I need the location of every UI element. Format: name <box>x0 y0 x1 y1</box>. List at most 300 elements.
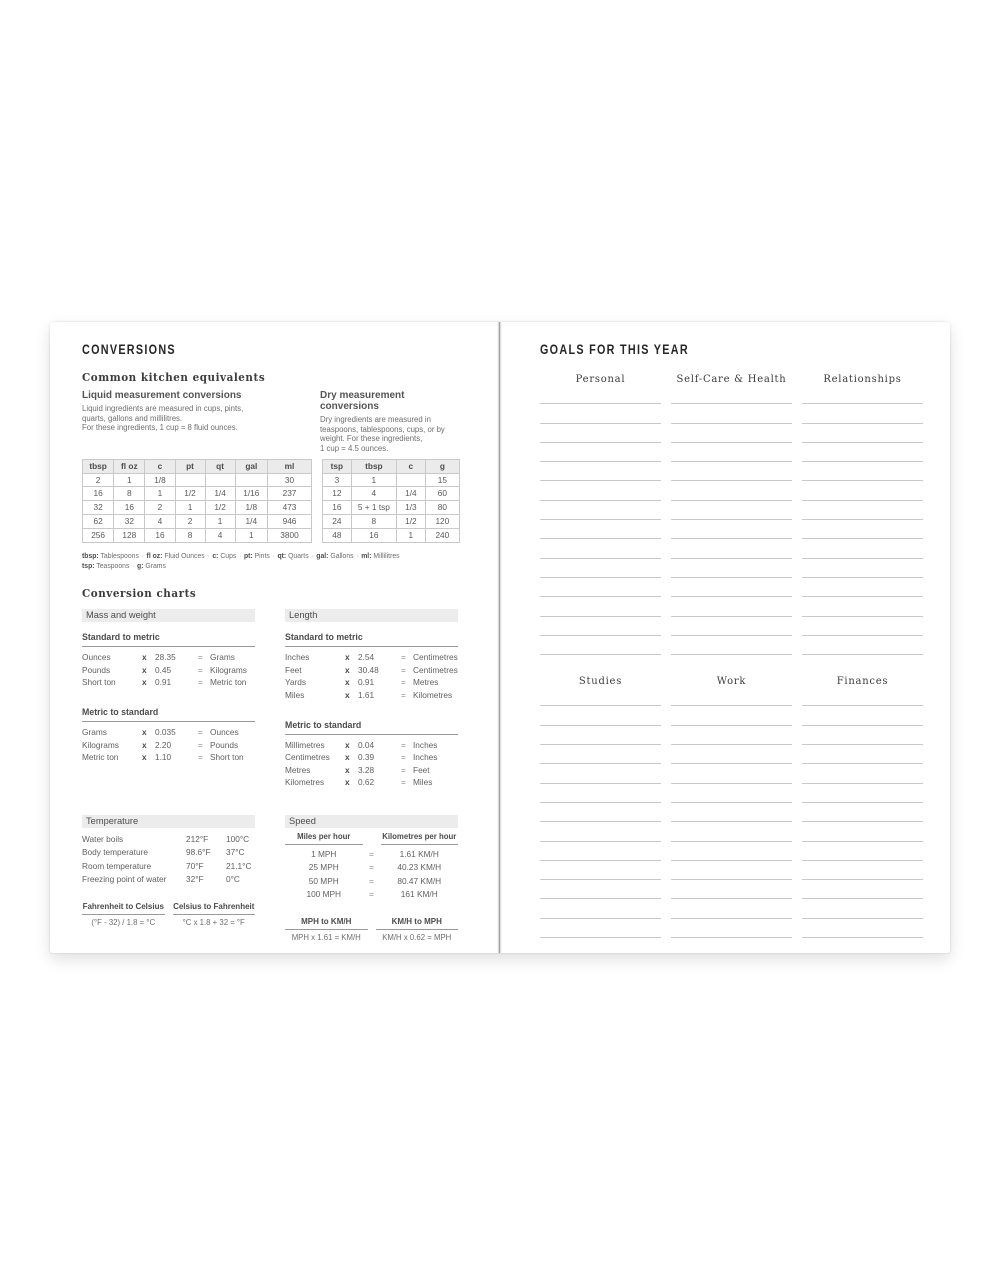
ruled-line <box>671 578 792 597</box>
dry-intro-block <box>320 390 458 454</box>
ruled-line <box>540 462 661 481</box>
ruled-line <box>540 520 661 539</box>
ruled-line <box>540 842 661 861</box>
table-cell: 5 + 1 tsp <box>351 501 396 515</box>
ruled-line <box>802 539 923 558</box>
ruled-line <box>540 861 661 880</box>
temperature-row <box>82 846 255 859</box>
ruled-line <box>802 404 923 423</box>
table-header-cell: qt <box>205 459 235 473</box>
formula-box <box>82 902 165 928</box>
multiply-sign: x <box>345 677 350 688</box>
equals-sign: = <box>401 664 406 675</box>
goal-lines-grid <box>540 687 923 938</box>
ruled-line <box>671 481 792 500</box>
table-cell: 1/4 <box>205 487 235 501</box>
ruled-line <box>802 597 923 616</box>
formula-title: MPH to KM/H <box>285 917 368 930</box>
legend-separator: · <box>141 550 144 560</box>
table-cell <box>205 473 235 487</box>
table-row <box>83 473 312 487</box>
table-header-cell: fl oz <box>114 459 145 473</box>
table-cell: 32 <box>83 501 114 515</box>
legend-abbr: tbsp: <box>82 550 99 560</box>
conversion-factor: 0.62 <box>358 777 375 788</box>
ruled-line <box>802 803 923 822</box>
ruled-line <box>540 636 661 655</box>
ruled-line <box>540 559 661 578</box>
ruled-line <box>671 706 792 725</box>
kitchen-tables-row <box>82 459 490 543</box>
kmh-value: 161 KM/H <box>400 889 438 900</box>
table-cell: 8 <box>175 528 205 542</box>
ruled-line <box>802 745 923 764</box>
table-cell: 473 <box>268 501 312 515</box>
length-metric-subsection <box>285 717 458 789</box>
ruled-line <box>540 404 661 423</box>
ruled-line <box>540 880 661 899</box>
equals-sign: = <box>401 739 406 750</box>
ruled-line <box>671 501 792 520</box>
multiply-sign: x <box>345 752 350 763</box>
conversion-from-unit: Grams <box>82 726 107 737</box>
length-standard-rows <box>285 651 458 701</box>
table-cell: 62 <box>83 515 114 529</box>
kitchen-equivalents-heading: Common kitchen equivalents <box>82 370 266 384</box>
ruled-line <box>671 636 792 655</box>
conversion-from-unit: Kilograms <box>82 739 119 750</box>
ruled-line <box>802 501 923 520</box>
table-row <box>83 487 312 501</box>
mass-standard-subsection <box>82 629 255 689</box>
ruled-line <box>802 726 923 745</box>
formula-title: KM/H to MPH <box>376 917 459 930</box>
conversion-to-unit: Metres <box>413 677 439 688</box>
goals-page-title: GOALS FOR THIS YEAR <box>540 342 689 357</box>
ruled-line <box>671 404 792 423</box>
table-cell: 1 <box>235 528 267 542</box>
ruled-line <box>802 764 923 783</box>
equals-sign: = <box>369 848 374 859</box>
ruled-line <box>802 462 923 481</box>
table-cell: 1/8 <box>235 501 267 515</box>
table-cell: 2 <box>145 501 175 515</box>
table-cell: 1/16 <box>235 487 267 501</box>
ruled-line <box>802 578 923 597</box>
conversion-factor: 30.48 <box>358 664 379 675</box>
goal-lines-column <box>671 687 792 938</box>
table-header-cell: ml <box>268 459 312 473</box>
conversion-factor: 0.035 <box>155 726 176 737</box>
legend-line-1: tbsp: Tablespoons · fl oz: Fluid Ounces · c: Cups · pt: Pints · qt: Quarts · gal: Gallons · ml: Millilitres <box>82 550 400 560</box>
ruled-line <box>671 764 792 783</box>
ruled-line <box>671 861 792 880</box>
conversion-from-unit: Miles <box>285 689 305 700</box>
temperature-row <box>82 873 255 886</box>
conversion-row <box>82 676 255 689</box>
goal-category-header: Work <box>716 675 747 688</box>
ruled-line <box>671 424 792 443</box>
ruled-line <box>540 424 661 443</box>
conversion-factor: 28.35 <box>155 652 176 663</box>
ruled-line <box>671 822 792 841</box>
legend-separator: · <box>132 560 135 570</box>
conversion-factor: 2.20 <box>155 739 172 750</box>
mass-weight-title: Mass and weight <box>82 609 255 622</box>
table-cell: 48 <box>323 528 352 542</box>
multiply-sign: x <box>142 652 147 663</box>
conversion-to-unit: Inches <box>413 739 438 750</box>
dry-description: Dry ingredients are measured in teaspoons, tablespoons, cups, or by weight. For these ingredients, 1 cup = 4.5 ounces. <box>320 415 445 454</box>
goal-category-header: Relationships <box>823 373 902 385</box>
formula-title: Celsius to Fahrenheit <box>173 902 256 915</box>
multiply-sign: x <box>345 664 350 675</box>
table-row <box>323 487 460 501</box>
goal-section <box>540 373 923 655</box>
conversion-charts-grid <box>82 609 458 942</box>
ruled-line <box>540 578 661 597</box>
dry-subheading: Dry measurement conversions <box>320 390 405 412</box>
ruled-line <box>802 424 923 443</box>
conversion-factor: 1.61 <box>358 689 375 700</box>
conversion-row <box>285 764 458 777</box>
table-cell: 8 <box>351 515 396 529</box>
temperature-label: Body temperature <box>82 847 148 858</box>
table-cell <box>396 473 425 487</box>
conversion-to-unit: Centimetres <box>413 652 458 663</box>
legend-abbr: gal: <box>316 550 329 560</box>
goal-category-header: Self-Care & Health <box>676 373 787 385</box>
table-cell: 24 <box>323 515 352 529</box>
multiply-sign: x <box>142 739 147 750</box>
table-header-cell: tsp <box>323 459 352 473</box>
ruled-line <box>540 539 661 558</box>
table-cell: 16 <box>351 528 396 542</box>
conversion-row <box>82 664 255 677</box>
conversion-to-unit: Feet <box>413 764 430 775</box>
ruled-line <box>802 842 923 861</box>
table-body <box>83 473 312 542</box>
ruled-line <box>540 597 661 616</box>
goal-headers-row <box>540 373 923 385</box>
conversion-row <box>285 651 458 664</box>
formula-text: MPH x 1.61 = KM/H <box>291 933 361 943</box>
conversion-to-unit: Metric ton <box>210 677 247 688</box>
fahrenheit-value: 212°F <box>186 833 209 844</box>
table-cell: 2 <box>83 473 114 487</box>
conversion-row <box>82 726 255 739</box>
goal-lines-column <box>802 385 923 655</box>
ruled-line <box>540 803 661 822</box>
ruled-line <box>540 443 661 462</box>
table-row <box>323 528 460 542</box>
ruled-line <box>540 784 661 803</box>
mph-value: 25 MPH <box>308 862 339 873</box>
temperature-label: Freezing point of water <box>82 874 167 885</box>
ruled-line <box>540 617 661 636</box>
table-row <box>83 501 312 515</box>
legend-abbr: g: <box>137 560 144 570</box>
equals-sign: = <box>401 677 406 688</box>
table-cell: 1 <box>205 515 235 529</box>
equals-sign: = <box>401 652 406 663</box>
table-header-cell: gal <box>235 459 267 473</box>
equals-sign: = <box>369 889 374 900</box>
conversion-from-unit: Feet <box>285 664 302 675</box>
conversion-factor: 1.10 <box>155 752 172 763</box>
table-cell: 946 <box>268 515 312 529</box>
conversion-from-unit: Millimetres <box>285 739 325 750</box>
mass-metric-subsection <box>82 704 255 764</box>
equals-sign: = <box>198 726 203 737</box>
table-body <box>323 473 460 542</box>
speed-row <box>285 861 458 874</box>
table-cell: 1/2 <box>205 501 235 515</box>
ruled-line <box>671 899 792 918</box>
table-cell: 3 <box>323 473 352 487</box>
legend-abbr: pt: <box>243 550 253 560</box>
formula-title: Fahrenheit to Celsius <box>82 902 165 915</box>
formula-box <box>376 917 459 943</box>
abbreviation-legend <box>82 551 490 572</box>
liquid-description: Liquid ingredients are measured in cups, pints, quarts, gallons and millilitres. For these ingredients, 1 cup = 8 fluid ounces. <box>82 404 244 433</box>
ruled-line <box>802 385 923 404</box>
conversion-from-unit: Metres <box>285 764 311 775</box>
speed-title: Speed <box>285 815 458 828</box>
table-header-cell: g <box>425 459 459 473</box>
speed-row <box>285 875 458 888</box>
kmh-value: 1.61 KM/H <box>399 848 439 859</box>
length-metric-rows <box>285 739 458 789</box>
conversions-page <box>50 322 500 953</box>
multiply-sign: x <box>345 652 350 663</box>
table-cell: 120 <box>425 515 459 529</box>
table-row <box>323 473 460 487</box>
multiply-sign: x <box>142 664 147 675</box>
planner-spread <box>50 322 950 953</box>
dry-conversion-table <box>322 459 460 543</box>
goal-category-header: Personal <box>575 373 626 385</box>
ruled-line <box>802 636 923 655</box>
liquid-subheading: Liquid measurement conversions <box>82 390 242 401</box>
ruled-line <box>802 443 923 462</box>
ruled-line <box>540 687 661 706</box>
table-cell: 256 <box>83 528 114 542</box>
conversion-to-unit: Miles <box>413 777 433 788</box>
multiply-sign: x <box>142 752 147 763</box>
ruled-line <box>540 764 661 783</box>
table-cell: 1/4 <box>396 487 425 501</box>
ruled-line <box>802 919 923 938</box>
ruled-line <box>540 899 661 918</box>
equals-sign: = <box>198 752 203 763</box>
speed-header-gap <box>363 832 381 845</box>
ruled-line <box>671 443 792 462</box>
table-cell: 12 <box>323 487 352 501</box>
ruled-line <box>802 880 923 899</box>
table-cell: 1 <box>145 487 175 501</box>
speed-row <box>285 888 458 901</box>
multiply-sign: x <box>142 677 147 688</box>
conversion-factor: 2.54 <box>358 652 375 663</box>
conversion-from-unit: Ounces <box>82 652 111 663</box>
conversion-row <box>82 651 255 664</box>
table-header-cell: c <box>396 459 425 473</box>
conversion-from-unit: Pounds <box>82 664 111 675</box>
temperature-label: Water boils <box>82 833 124 844</box>
goal-lines-grid <box>540 385 923 655</box>
conversion-row <box>285 739 458 752</box>
table-cell: 16 <box>83 487 114 501</box>
kitchen-intro-row <box>82 390 490 454</box>
ruled-line <box>540 501 661 520</box>
table-row <box>323 515 460 529</box>
table-header-cell: pt <box>175 459 205 473</box>
mass-weight-section <box>82 609 255 789</box>
temperature-title: Temperature <box>82 815 255 828</box>
kmh-column-header: Kilometres per hour <box>381 832 459 845</box>
legend-abbr: qt: <box>277 550 287 560</box>
ruled-line <box>671 803 792 822</box>
equals-sign: = <box>401 689 406 700</box>
table-cell: 1/4 <box>235 515 267 529</box>
speed-rows <box>285 848 458 902</box>
table-header-row <box>83 459 312 473</box>
conversion-factor: 0.91 <box>358 677 375 688</box>
ruled-line <box>671 745 792 764</box>
table-cell: 1 <box>396 528 425 542</box>
equals-sign: = <box>198 677 203 688</box>
speed-row <box>285 848 458 861</box>
ruled-line <box>671 597 792 616</box>
goal-sections-container <box>540 373 923 938</box>
conversion-from-unit: Metric ton <box>82 752 119 763</box>
conversion-charts-heading: Conversion charts <box>82 586 197 601</box>
speed-formulas <box>285 917 458 943</box>
multiply-sign: x <box>345 739 350 750</box>
conversions-page-title: CONVERSIONS <box>82 342 176 357</box>
conversion-row <box>82 739 255 752</box>
length-title: Length <box>285 609 458 622</box>
table-head <box>323 459 460 473</box>
table-header-cell: tbsp <box>83 459 114 473</box>
liquid-intro-block <box>82 390 312 454</box>
temperature-row <box>82 860 255 873</box>
table-cell: 240 <box>425 528 459 542</box>
conversion-to-unit: Centimetres <box>413 664 458 675</box>
conversion-to-unit: Kilograms <box>210 664 247 675</box>
ruled-line <box>802 706 923 725</box>
goal-lines-column <box>671 385 792 655</box>
legend-abbr: c: <box>212 550 219 560</box>
table-cell: 16 <box>145 528 175 542</box>
table-cell: 32 <box>114 515 145 529</box>
goal-category-header: Finances <box>836 675 889 688</box>
conversion-factor: 3.28 <box>358 764 375 775</box>
conversion-to-unit: Grams <box>210 652 235 663</box>
table-cell: 16 <box>114 501 145 515</box>
conversion-row <box>82 751 255 764</box>
goal-lines-column <box>802 687 923 938</box>
temperature-row <box>82 833 255 846</box>
ruled-line <box>802 687 923 706</box>
ruled-line <box>540 706 661 725</box>
kmh-value: 40.23 KM/H <box>397 862 442 873</box>
table-cell: 2 <box>175 515 205 529</box>
table-cell: 1/3 <box>396 501 425 515</box>
formula-box <box>173 902 256 928</box>
table-cell: 4 <box>205 528 235 542</box>
celsius-value: 37°C <box>226 847 245 858</box>
ruled-line <box>540 745 661 764</box>
ruled-line <box>802 520 923 539</box>
conversion-from-unit: Centimetres <box>285 752 330 763</box>
ruled-line <box>671 842 792 861</box>
mass-standard-label: Standard to metric <box>82 629 255 647</box>
ruled-line <box>671 520 792 539</box>
equals-sign: = <box>401 777 406 788</box>
legend-separator: · <box>238 550 242 560</box>
conversion-to-unit: Ounces <box>210 726 239 737</box>
goal-category-header: Studies <box>578 675 623 688</box>
ruled-line <box>540 726 661 745</box>
table-cell: 1/2 <box>175 487 205 501</box>
table-cell: 3800 <box>268 528 312 542</box>
temperature-formulas <box>82 902 255 928</box>
mph-value: 1 MPH <box>311 848 337 859</box>
ruled-line <box>671 919 792 938</box>
goals-page <box>500 322 950 953</box>
length-section <box>285 609 458 789</box>
ruled-line <box>540 481 661 500</box>
equals-sign: = <box>198 664 203 675</box>
formula-text: KM/H x 0.62 = MPH <box>382 933 452 943</box>
table-cell: 1 <box>351 473 396 487</box>
table-cell: 4 <box>145 515 175 529</box>
table-cell: 237 <box>268 487 312 501</box>
legend-separator: · <box>356 550 359 560</box>
multiply-sign: x <box>345 777 350 788</box>
speed-headers-row <box>285 832 458 845</box>
conversion-from-unit: Kilometres <box>285 777 325 788</box>
formula-text: °C x 1.8 + 32 = °F <box>182 918 245 928</box>
conversion-row <box>285 689 458 702</box>
legend-separator: · <box>207 550 210 560</box>
table-cell <box>175 473 205 487</box>
ruled-line <box>671 617 792 636</box>
ruled-line <box>671 462 792 481</box>
goal-headers-row <box>540 675 923 687</box>
table-cell: 1 <box>175 501 205 515</box>
conversion-to-unit: Inches <box>413 752 438 763</box>
multiply-sign: x <box>142 726 147 737</box>
ruled-line <box>802 559 923 578</box>
goal-lines-column <box>540 385 661 655</box>
temperature-section <box>82 815 255 942</box>
table-cell: 4 <box>351 487 396 501</box>
equals-sign: = <box>198 652 203 663</box>
ruled-line <box>671 385 792 404</box>
table-header-row <box>323 459 460 473</box>
table-cell: 128 <box>114 528 145 542</box>
legend-separator: · <box>272 550 275 560</box>
table-header-cell: tbsp <box>351 459 396 473</box>
table-cell: 60 <box>425 487 459 501</box>
fahrenheit-value: 98.6°F <box>186 847 211 858</box>
ruled-line <box>671 784 792 803</box>
ruled-line <box>540 385 661 404</box>
equals-sign: = <box>401 752 406 763</box>
